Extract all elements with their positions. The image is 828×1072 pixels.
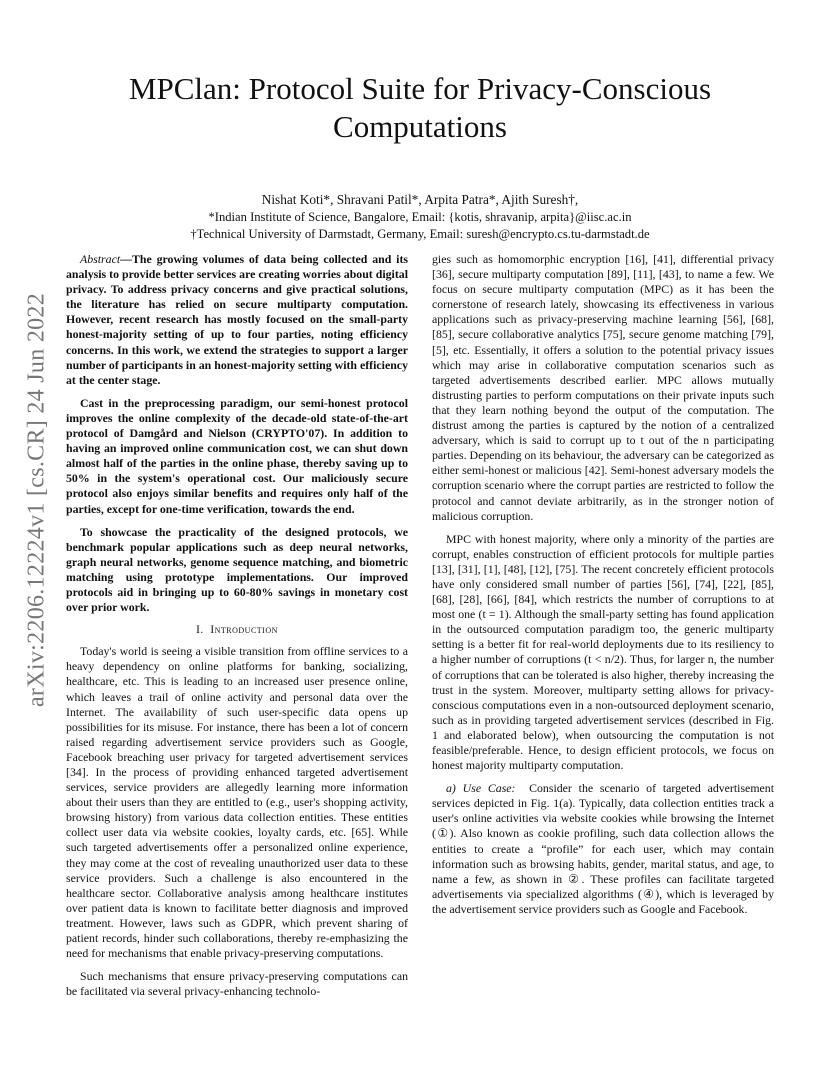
paper-title: MPClan: Protocol Suite for Privacy-Conscious Computations — [128, 71, 712, 144]
section-heading-introduction — [66, 623, 408, 638]
abstract-paragraph-1 — [66, 252, 408, 388]
arxiv-identifier — [14, 290, 60, 710]
intro-paragraph-1: Today's world is seeing a visible transition from offline services to a heavy dependency on online platforms for banking, socializing, healthcare, etc. This is leading to an increased user presence online, which leaves a trail of online activity and personal data over the Internet. The availability of such user-specific data opens up possibilities for its misuse. For instance, there has been a lot of concern raised regarding advertisement service providers such as Google, Facebook breaching user privacy for targeted advertisement services [34]. In the process of providing enhanced targeted advertisement services, service providers are allegedly learning more information about their users than they are entitled to (e.g., user's shopping activity, browsing history) from various data collection entities. These entities collect user data via website cookies, loyalty cards, etc. [65]. While such targeted advertisements offer a personalized online experience, they may come at the cost of revealing unauthorized user data to these service providers. Such a challenge is also encountered in the healthcare sector. Collaborative analysis among healthcare institutes over patient data is known to facilitate better diagnosis and improved treatment. However, laws such as GDPR, which prevent sharing of patient records, hinder such collaborations, thereby re-emphasizing the need for mechanisms that enable privacy-preserving computations. — [66, 644, 408, 961]
abstract-label: Abstract — [80, 252, 121, 266]
author-list: Nishat Koti*, Shravani Patil*, Arpita Patra*, Ajith Suresh†, — [261, 192, 579, 207]
use-case-text: Consider the scenario of targeted advertisement services depicted in Fig. 1(a). Typically, data collection entities track a user's online activities via website cookies while browsing the Internet (①). Also known as cookie profiling, such data collection allows the entities to create a “profile” for each user, which may contain information such as browsing habits, gender, marital status, and age, to name a few, as shown in ②. These profiles can facilitate targeted advertisements via specialized algorithms (④), which is leveraged by the advertisement service providers such as Google and Facebook. — [432, 781, 774, 916]
intro-paragraph-3: MPC with honest majority, where only a minority of the parties are corrupt, enables construction of efficient protocols for multiple parties [13], [31], [1], [48], [12], [75]. The recent concretely efficient protocols have only considered small number of parties [56], [74], [22], [85], [68], [28], [66], [84], which restricts the number of corruptions to at most one (t = 1). Although the small-party setting has found application in the outsourced computation paradigm too, the generic multiparty setting is a better fit for real-world deployments due to its resiliency to a higher number of corruptions (t < n/2). Thus, for larger n, the number of corruptions that can be tolerated is also higher, thereby increasing the trust in the system. Moreover, multiparty setting allows for privacy-conscious computations even in a non-outsourced deployment scenario, such as in providing targeted advertisement services (described in Fig. 1 and elaborated below), when outsourcing the computation is not feasible/preferable. Hence, to design efficient protocols, we focus on honest majority multiparty computation. — [432, 531, 774, 773]
intro-paragraph-2: Such mechanisms that ensure privacy-preserving computations can be facilitated via several privacy-enhancing technolo- — [66, 969, 408, 999]
intro-paragraph-2-continued: gies such as homomorphic encryption [16], [41], differential privacy [36], secure multiparty computation [89], [11], [43], to name a few. We focus on secure multiparty computation (MPC) as it has been the cornerstone of research lately, showcasing its effectiveness in various applications such as privacy-preserving machine learning [56], [68], [85], secure collaborative analytics [75], secure genome matching [79], [5], etc. Essentially, it offers a solution to the potential privacy issues which may arise in collaborative computation scenarios such as targeted advertisements described earlier. MPC allows mutually distrusting parties to perform computations on their private inputs such that they learn nothing beyond the output of the computation. The distrust among the parties is captured by the notion of a centralized adversary, which is said to corrupt up to t out of the n participating parties. Depending on its behaviour, the adversary can be categorized as either semi-honest or malicious [42]. Semi-honest adversary models the corruption scenario where the corrupt parties are restricted to follow the protocol and cannot deviate arbitrarily, as in the stronger notion of malicious corruption. — [432, 252, 774, 523]
right-column — [432, 252, 774, 925]
use-case-paragraph — [432, 781, 774, 917]
affiliation-tu-darmstadt: †Technical University of Darmstadt, Germany, Email: suresh@encrypto.cs.tu-darmstadt.de — [190, 227, 650, 241]
abstract-text-1: —The growing volumes of data being collected and its analysis to provide better services are creating worries about digital privacy. To address privacy concerns and give practical solutions, the literature has relied on secure multiparty computation. However, recent research has mostly focused on the small-party honest-majority setting of up to four parties, noting efficiency concerns. In this work, we extend the strategies to support a larger number of participants in an honest-majority setting with efficiency at the center stage. — [66, 252, 408, 387]
arxiv-identifier-text: arXiv:2206.12224v1 [cs.CR] 24 Jun 2022 — [23, 292, 50, 708]
use-case-label: a) Use Case: — [446, 781, 516, 796]
affiliation-iisc: *Indian Institute of Science, Bangalore, Email: {kotis, shravanip, arpita}@iisc.ac.in — [208, 210, 632, 224]
abstract — [66, 252, 408, 615]
section-title: Introduction — [210, 624, 278, 637]
section-number: I. — [196, 624, 204, 637]
left-column — [66, 252, 408, 1007]
abstract-paragraph-2: Cast in the preprocessing paradigm, our semi-honest protocol improves the online complexity of the decade-old state-of-the-art protocol of Damgård and Nielson (CRYPTO'07). In addition to having an improved online communication cost, we can shut down almost half of the parties in the online phase, thereby saving up to 50% in the system's operational cost. Our maliciously secure protocol also enjoys similar benefits and requires only half of the parties, except for one-time verification, towards the end. — [66, 395, 408, 516]
abstract-paragraph-3: To showcase the practicality of the designed protocols, we benchmark popular applications such as deep neural networks, graph neural networks, genome sequence matching, and biometric matching using prototype implementations. Our improved protocols aid in bringing up to 60-80% savings in monetary cost over prior work. — [66, 524, 408, 615]
